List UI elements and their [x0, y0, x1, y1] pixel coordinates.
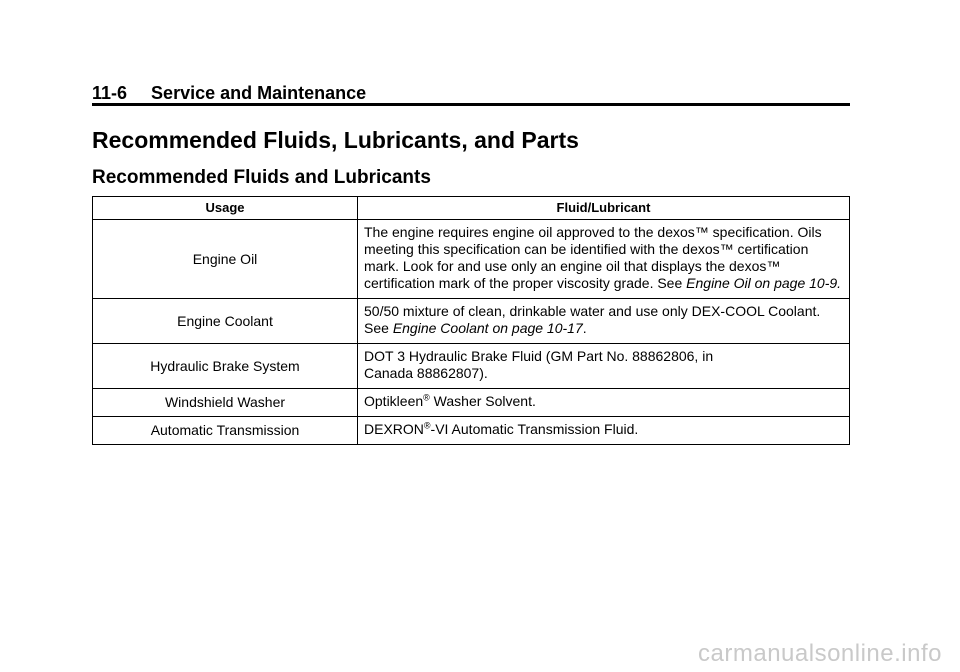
fluid-text-end: . — [582, 320, 587, 336]
table-row — [93, 220, 850, 299]
table-row — [93, 344, 850, 389]
page-number: 11-6 — [92, 83, 128, 103]
usage-cell: Engine Coolant — [93, 299, 358, 344]
table-header-row — [93, 197, 850, 220]
column-header-fluid: Fluid/Lubricant — [358, 197, 850, 220]
section-title: Service and Maintenance — [151, 83, 367, 103]
section-subtitle: Recommended Fluids and Lubricants — [92, 167, 431, 188]
fluid-cell — [358, 389, 850, 417]
fluid-text: The engine requires engine oil approved to the dexos™ specification. Oils meeting this specification can be identified with the dexos™ certification mark. Look for and use only an engine oil that displays the dexos™ certification mark of the proper viscosity grade. See — [364, 224, 822, 291]
fluids-table — [92, 196, 850, 445]
fluid-text: -VI Automatic Transmission Fluid. — [430, 421, 639, 437]
registered-mark: ® — [423, 392, 430, 403]
usage-cell: Automatic Transmission — [93, 417, 358, 445]
table-row — [93, 417, 850, 445]
fluid-cell — [358, 344, 850, 389]
page-header — [92, 82, 850, 104]
usage-cell: Engine Oil — [93, 220, 358, 299]
fluid-brand: Optikleen — [364, 393, 424, 409]
registered-mark: ® — [423, 420, 431, 431]
watermark-text: carmanualsonline.info — [698, 640, 942, 667]
fluid-text-line: Canada 88862807). — [364, 365, 488, 381]
header-divider — [92, 103, 850, 106]
fluid-brand: DEXRON — [364, 421, 424, 437]
fluid-text: Washer Solvent. — [429, 393, 536, 409]
fluid-cell — [358, 220, 850, 299]
table-row — [93, 299, 850, 344]
fluid-cell — [358, 299, 850, 344]
column-header-usage: Usage — [93, 197, 358, 220]
usage-cell: Windshield Washer — [93, 389, 358, 417]
usage-cell: Hydraulic Brake System — [93, 344, 358, 389]
table-row — [93, 389, 850, 417]
fluid-cell — [358, 417, 850, 445]
page-reference-link[interactable]: Engine Oil on page 10-9. — [686, 275, 842, 291]
page-reference-link[interactable]: Engine Coolant on page 10-17 — [392, 320, 583, 336]
fluid-text: 50/50 mixture of clean, drinkable water and use only DEX-COOL Coolant. See — [364, 303, 821, 336]
page-title: Recommended Fluids, Lubricants, and Parts — [92, 127, 579, 153]
fluid-text-line: DOT 3 Hydraulic Brake Fluid (GM Part No. 88862806, in — [364, 348, 714, 364]
